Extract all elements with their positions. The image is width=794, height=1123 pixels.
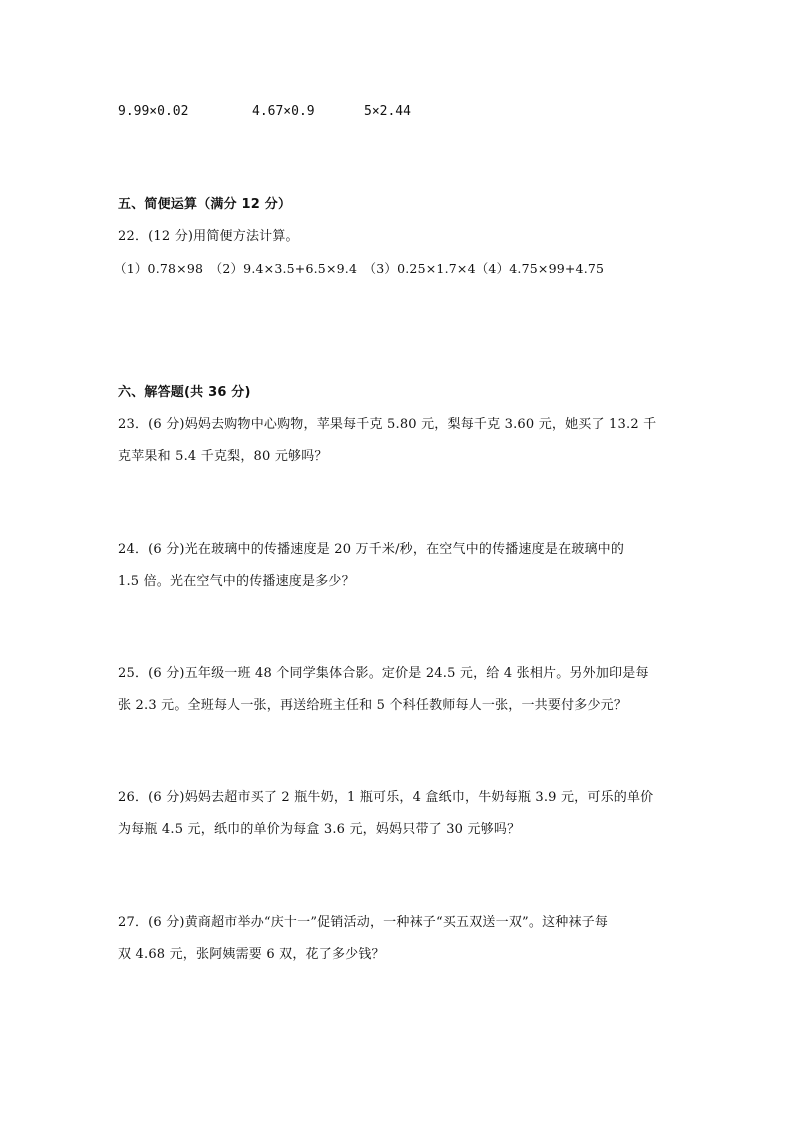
question-26-line-1: 26．(6 分)妈妈去超市买了 2 瓶牛奶，1 瓶可乐，4 盒纸巾，牛奶每瓶 3.9 元，可乐的单价 (118, 790, 654, 805)
question-23-line-2: 克苹果和 5.4 千克梨，80 元够吗？ (118, 449, 328, 464)
question-22-stem: 22．(12 分)用简便方法计算。 (118, 229, 299, 244)
question-23-line-1: 23．(6 分)妈妈去购物中心购物，苹果每千克 5.80 元，梨每千克 3.60 元，她买了 13.2 千 (118, 417, 657, 432)
question-26-line-2: 为每瓶 4.5 元，纸巾的单价为每盒 3.6 元，妈妈只带了 30 元够吗？ (118, 822, 521, 837)
question-24-line-1: 24．(6 分)光在玻璃中的传播速度是 20 万千米/秒，在空气中的传播速度是在玻璃中的 (118, 542, 625, 557)
question-25-line-1: 25．(6 分)五年级一班 48 个同学集体合影。定价是 24.5 元，给 4 张相片。另外加印是每 (118, 666, 649, 681)
question-24-line-2: 1.5 倍。光在空气中的传播速度是多少？ (118, 574, 355, 589)
section-5-heading: 五、简便运算（满分 12 分） (118, 197, 292, 212)
expression-1: 9.99×0.02 (118, 104, 189, 119)
expression-2: 4.67×0.9 (252, 104, 315, 119)
question-25-line-2: 张 2.3 元。全班每人一张，再送给班主任和 5 个科任教师每人一张，一共要付多少元？ (118, 698, 628, 713)
expression-3: 5×2.44 (364, 104, 411, 119)
question-27-line-1: 27．(6 分)黄商超市举办“庆十一”促销活动，一种袜子“买五双送一双”。这种袜子每 (118, 915, 609, 930)
question-27-line-2: 双 4.68 元，张阿姨需要 6 双，花了多少钱？ (118, 947, 385, 962)
question-22-items: （1）0.78×98 （2）9.4×3.5+6.5×9.4 （3）0.25×1.7×4（4）4.75×99+4.75 (114, 261, 605, 276)
section-6-heading: 六、解答题(共 36 分) (118, 385, 251, 400)
